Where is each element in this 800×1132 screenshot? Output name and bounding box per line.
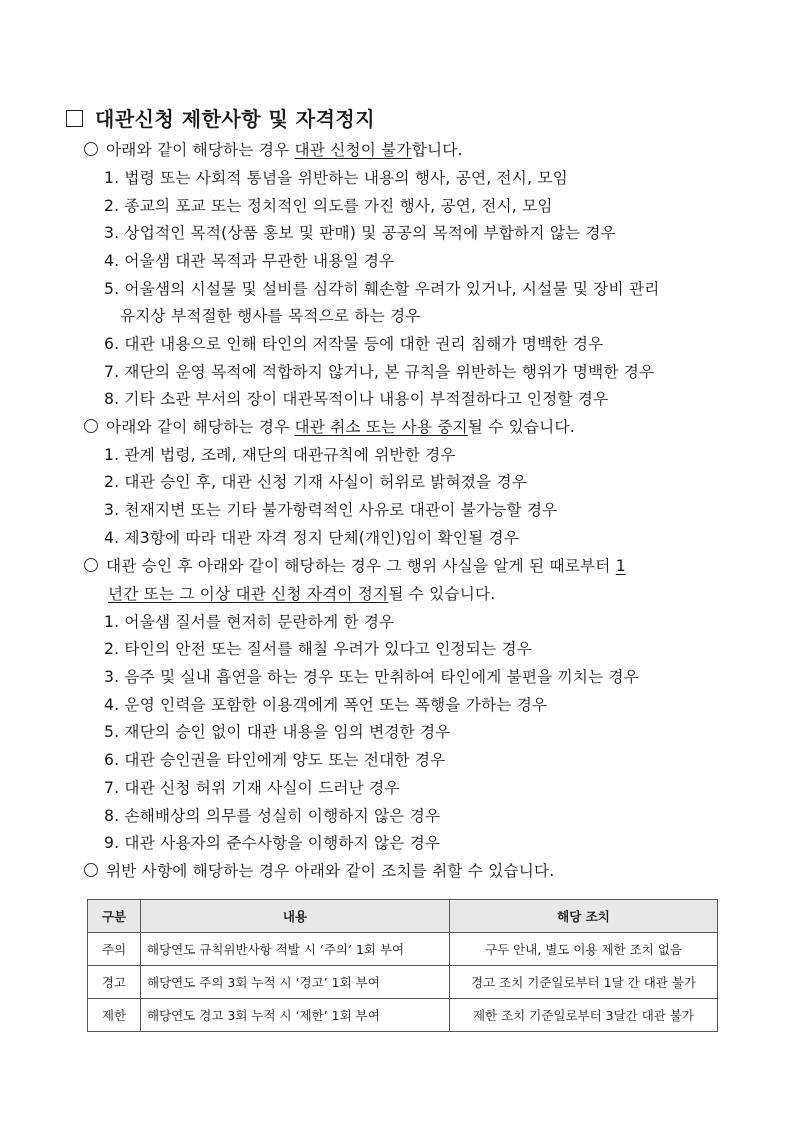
bullet-intro-4: 위반 사항에 해당하는 경우 아래와 같이 조치를 취할 수 있습니다. [84,861,554,881]
bullet-intro-1: 아래와 같이 해당하는 경우 대관 신청이 불가합니다. [84,140,463,160]
cell-action: 구두 안내, 별도 이용 제한 조치 없음 [450,933,718,966]
list-item: 8. 손해배상의 의무를 성실히 이행하지 않은 경우 [104,807,441,825]
cell-category: 제한 [88,999,141,1032]
table-row [88,999,718,1032]
header-content: 내용 [141,900,450,933]
list-item: 1. 관계 법령, 조례, 재단의 대관규칙에 위반한 경우 [104,446,456,464]
list-item: 5. 어울샘의 시설물 및 설비를 심각히 훼손할 우려가 있거나, 시설물 및 장비 관리 [104,280,660,298]
cell-category: 주의 [88,933,141,966]
cell-content: 해당연도 주의 3회 누적 시 ‘경고’ 1회 부여 [141,966,450,999]
list-item: 4. 어울샘 대관 목적과 무관한 내용일 경우 [104,252,395,270]
circle-bullet-icon [84,863,98,877]
section-title [66,103,375,132]
list-item: 2. 대관 승인 후, 대관 신청 기재 사실이 허위로 밝혀졌을 경우 [104,473,528,491]
cell-content: 해당연도 경고 3회 누적 시 ‘제한’ 1회 부여 [141,999,450,1032]
list-item: 9. 대관 사용자의 준수사항을 이행하지 않은 경우 [104,834,441,852]
cell-action: 제한 조치 기준일로부터 3달간 대관 불가 [450,999,718,1032]
list-item: 8. 기타 소관 부서의 장이 대관목적이나 내용이 부적절하다고 인정할 경우 [104,390,609,408]
list-item: 3. 상업적인 목적(상품 홍보 및 판매) 및 공공의 목적에 부합하지 않는 경우 [104,224,616,242]
table-header-row [88,900,718,933]
header-category: 구분 [88,900,141,933]
bullet-intro-3-continuation: 년간 또는 그 이상 대관 신청 자격이 정지될 수 있습니다. [108,585,496,603]
list-item: 7. 재단의 운영 목적에 적합하지 않거나, 본 규칙을 위반하는 행위가 명백한 경우 [104,363,655,381]
title-text: 대관신청 제한사항 및 자격정지 [95,107,376,131]
checkbox-square-icon [66,110,83,127]
bullet-intro-2: 아래와 같이 해당하는 경우 대관 취소 또는 사용 중지될 수 있습니다. [84,417,575,437]
cell-action: 경고 조치 기준일로부터 1달 간 대관 불가 [450,966,718,999]
list-item: 7. 대관 신청 허위 기재 사실이 드러난 경우 [104,779,400,797]
underlined-phrase: 1 [615,557,626,575]
list-item: 1. 어울샘 질서를 현저히 문란하게 한 경우 [104,613,395,631]
sanctions-table [87,899,718,1032]
list-item: 6. 대관 승인권을 타인에게 양도 또는 전대한 경우 [104,751,446,769]
underlined-phrase: 대관 취소 또는 사용 중지 [294,418,468,436]
table-row [88,933,718,966]
list-item: 4. 제3항에 따라 대관 자격 정지 단체(개인)임이 확인될 경우 [104,529,520,547]
header-action: 해당 조치 [450,900,718,933]
list-item: 5. 재단의 승인 없이 대관 내용을 임의 변경한 경우 [104,723,451,741]
cell-content: 해당연도 규칙위반사항 적발 시 ‘주의’ 1회 부여 [141,933,450,966]
underlined-phrase: 년간 또는 그 이상 대관 신청 자격이 정지 [108,585,389,603]
underlined-phrase: 대관 신청이 불가 [294,141,412,159]
list-item: 2. 타인의 안전 또는 질서를 해칠 우려가 있다고 인정되는 경우 [104,640,533,658]
cell-category: 경고 [88,966,141,999]
list-item: 1. 법령 또는 사회적 통념을 위반하는 내용의 행사, 공연, 전시, 모임 [104,169,568,187]
list-item: 4. 운영 인력을 포함한 이용객에게 폭언 또는 폭행을 가하는 경우 [104,696,548,714]
list-item-continuation: 유지상 부적절한 행사를 목적으로 하는 경우 [120,307,421,325]
table-row [88,966,718,999]
list-item: 3. 천재지변 또는 기타 불가항력적인 사유로 대관이 불가능할 경우 [104,501,558,519]
bullet-intro-3: 대관 승인 후 아래와 같이 해당하는 경우 그 행위 사실을 알게 된 때로부터 1 [84,556,626,576]
circle-bullet-icon [84,419,98,433]
list-item: 3. 음주 및 실내 흡연을 하는 경우 또는 만취하여 타인에게 불편을 끼치는 경우 [104,668,640,686]
circle-bullet-icon [84,558,98,572]
list-item: 2. 종교의 포교 또는 정치적인 의도를 가진 행사, 공연, 전시, 모임 [104,197,553,215]
list-item: 6. 대관 내용으로 인해 타인의 저작물 등에 대한 권리 침해가 명백한 경우 [104,335,604,353]
circle-bullet-icon [84,142,98,156]
